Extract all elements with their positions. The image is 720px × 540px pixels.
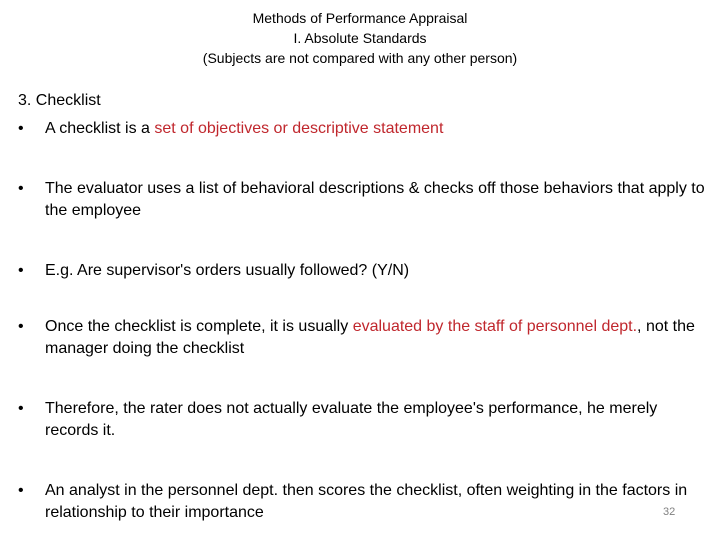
bullet-marker: • <box>18 482 24 499</box>
bullet-text-plain: A checklist is a <box>45 120 155 137</box>
slide-header <box>0 8 720 68</box>
bullet-text-highlight: set of objectives or descriptive statement <box>154 120 444 137</box>
bullet-text: An analyst in the personnel dept. then scores the checklist, often weighting in the factors in relationship to their importance <box>45 482 688 521</box>
page-number: 32 <box>663 506 676 518</box>
bullet-marker: • <box>18 318 24 335</box>
bullet-item-6 <box>18 480 708 524</box>
bullet-text-plain: Once the checklist is complete, it is usually <box>45 318 353 335</box>
bullet-item-2 <box>18 178 708 222</box>
bullet-text: Therefore, the rater does not actually evaluate the employee's performance, he merely records it. <box>45 400 658 439</box>
bullet-marker: • <box>18 262 24 279</box>
bullet-marker: • <box>18 120 24 137</box>
header-subtitle: I. Absolute Standards <box>293 30 427 46</box>
bullet-item-4 <box>18 316 708 360</box>
bullet-text <box>45 118 708 140</box>
bullet-item-1 <box>18 118 708 140</box>
header-note: (Subjects are not compared with any other person) <box>202 50 518 66</box>
bullet-text-highlight: evaluated by the staff of personnel dept. <box>352 318 638 335</box>
bullet-text <box>45 316 708 360</box>
bullet-text: E.g. Are supervisor's orders usually followed? (Y/N) <box>45 262 410 279</box>
bullet-marker: • <box>18 400 24 417</box>
bullet-text-plain: , not the manager doing the checklist <box>45 318 695 357</box>
bullet-item-5 <box>18 398 708 442</box>
header-title: Methods of Performance Appraisal <box>252 10 468 26</box>
bullet-marker: • <box>18 180 24 197</box>
bullet-item-3 <box>18 260 708 282</box>
bullet-text: The evaluator uses a list of behavioral descriptions & checks off those behaviors that apply to the employee <box>45 180 705 219</box>
section-title: 3. Checklist <box>18 92 101 109</box>
